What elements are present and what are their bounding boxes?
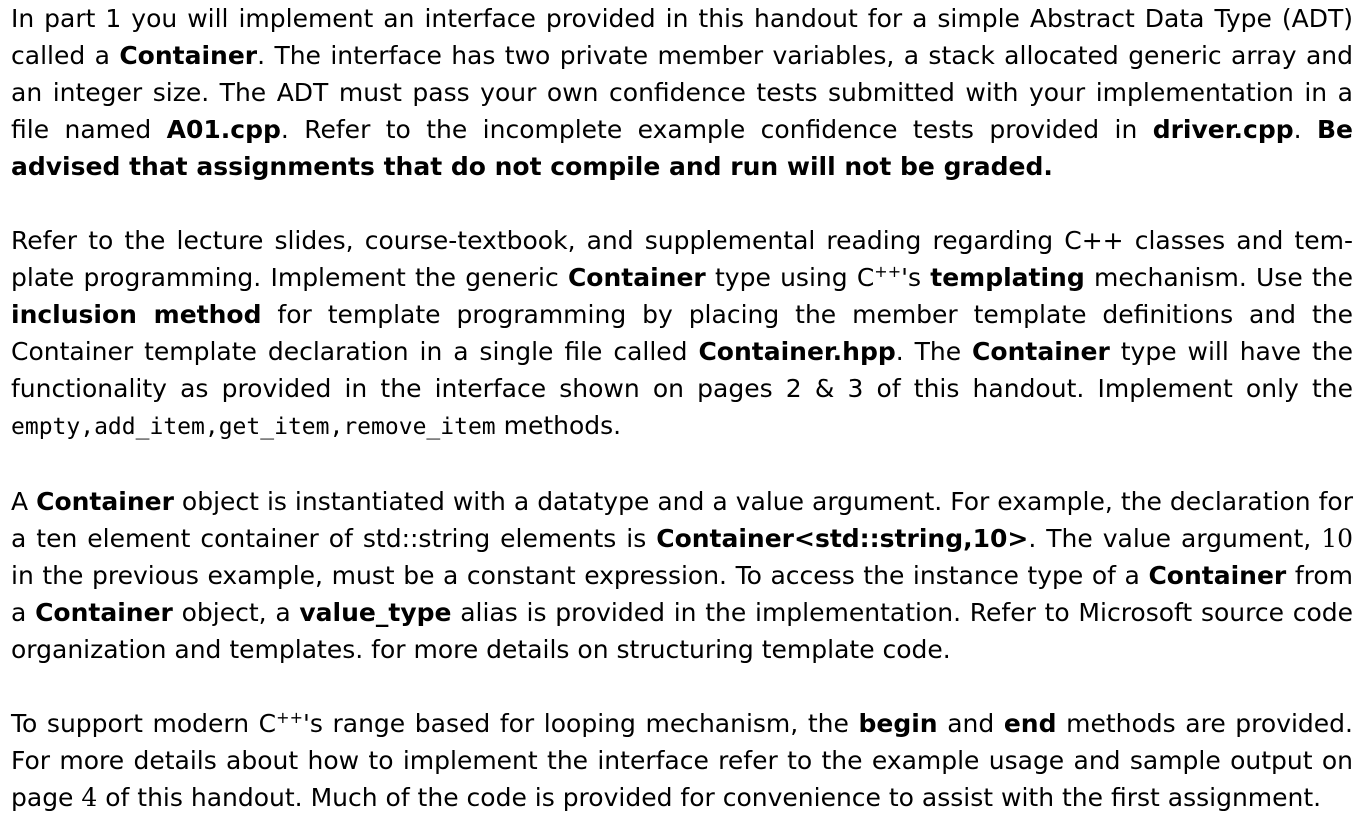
math-number: 4 [81,783,98,812]
bold-term: Container.hpp [698,337,896,366]
bold-term: templating [930,263,1085,292]
text-run: for template programming by placing the member template definitions and the Container template declaration in a single file called [11,300,1353,366]
math-number: 10 [1321,524,1353,553]
text-run: from a [11,561,1353,627]
paragraph-instantiation [11,483,1353,668]
bold-term: A01.cpp [166,115,281,144]
bold-term: end [1003,709,1057,738]
text-run: In part 1 you will implement an interface provided in this handout for a simple Abstract Data Type (ADT) called a [11,4,1353,70]
text-run: object, a [172,598,300,627]
bold-term: Be advised that assignments that do not compile and run will not be graded. [11,115,1353,181]
bold-term: Container [567,263,706,292]
bold-term: Container<std::string,10> [656,524,1029,553]
text-run: methods are provided. For more details about how to implement the interface refer to the example usage and sample output on page [11,709,1354,812]
text-run: A [11,487,37,516]
text-run: 's range based for looping mechanism, the [302,709,859,738]
paragraph-range-for [11,705,1353,816]
bold-term: Container [972,337,1110,366]
text-run: To support modern C [11,709,277,738]
text-run: and [937,709,1004,738]
bold-term: Container [1148,561,1287,590]
bold-term: begin [858,709,938,738]
text-run: . The value argument, [1028,524,1322,553]
text-run: Refer to the lecture slides, course-textbook, and supplemental reading regarding C++ classes and template programming. Implement the generic [11,226,1353,292]
text-run: alias is provided in the implementation. Refer to Microsoft source code organization and templates. for more details on structuring template code. [11,598,1353,664]
text-run: . Refer to the incomplete example confidence tests provided in [280,115,1153,144]
code-term: empty,add_item,get_item,remove_item [11,414,496,440]
bold-term: inclusion method [11,300,262,329]
text-run: . The interface has two private member variables, a stack allocated generic array and an integer size. The ADT must pass your own confidence tests submitted with your implementation in a file named [11,41,1353,144]
bold-term: Container [35,598,173,627]
text-run: methods. [495,411,622,440]
text-run: in the previous example, must be a constant expression. To access the instance type of a [11,561,1149,590]
bold-term: value_type [299,598,452,627]
text-run: type using C [705,263,875,292]
paragraph-part1-intro [11,0,1353,185]
paragraph-templating [11,222,1353,446]
superscript: ++ [276,708,303,727]
text-run: of this handout. Much of the code is provided for convenience to assist with the first assignment. [97,783,1322,812]
text-run: . The [895,337,973,366]
text-run: 's [901,263,931,292]
bold-term: Container [36,487,174,516]
text-run: object is instantiated with a datatype and a value argument. For example, the declaration for a ten element container of std::string elements is [11,487,1353,553]
text-run: type will have the functionality as provided in the interface shown on pages 2 & 3 of this handout. Implement only the [11,337,1353,403]
bold-term: Container [119,41,258,70]
bold-term: driver.cpp [1152,115,1294,144]
text-run: mechanism. Use the [1084,263,1353,292]
superscript: ++ [874,262,902,281]
text-run: . [1293,115,1317,144]
document-body [11,0,1353,816]
